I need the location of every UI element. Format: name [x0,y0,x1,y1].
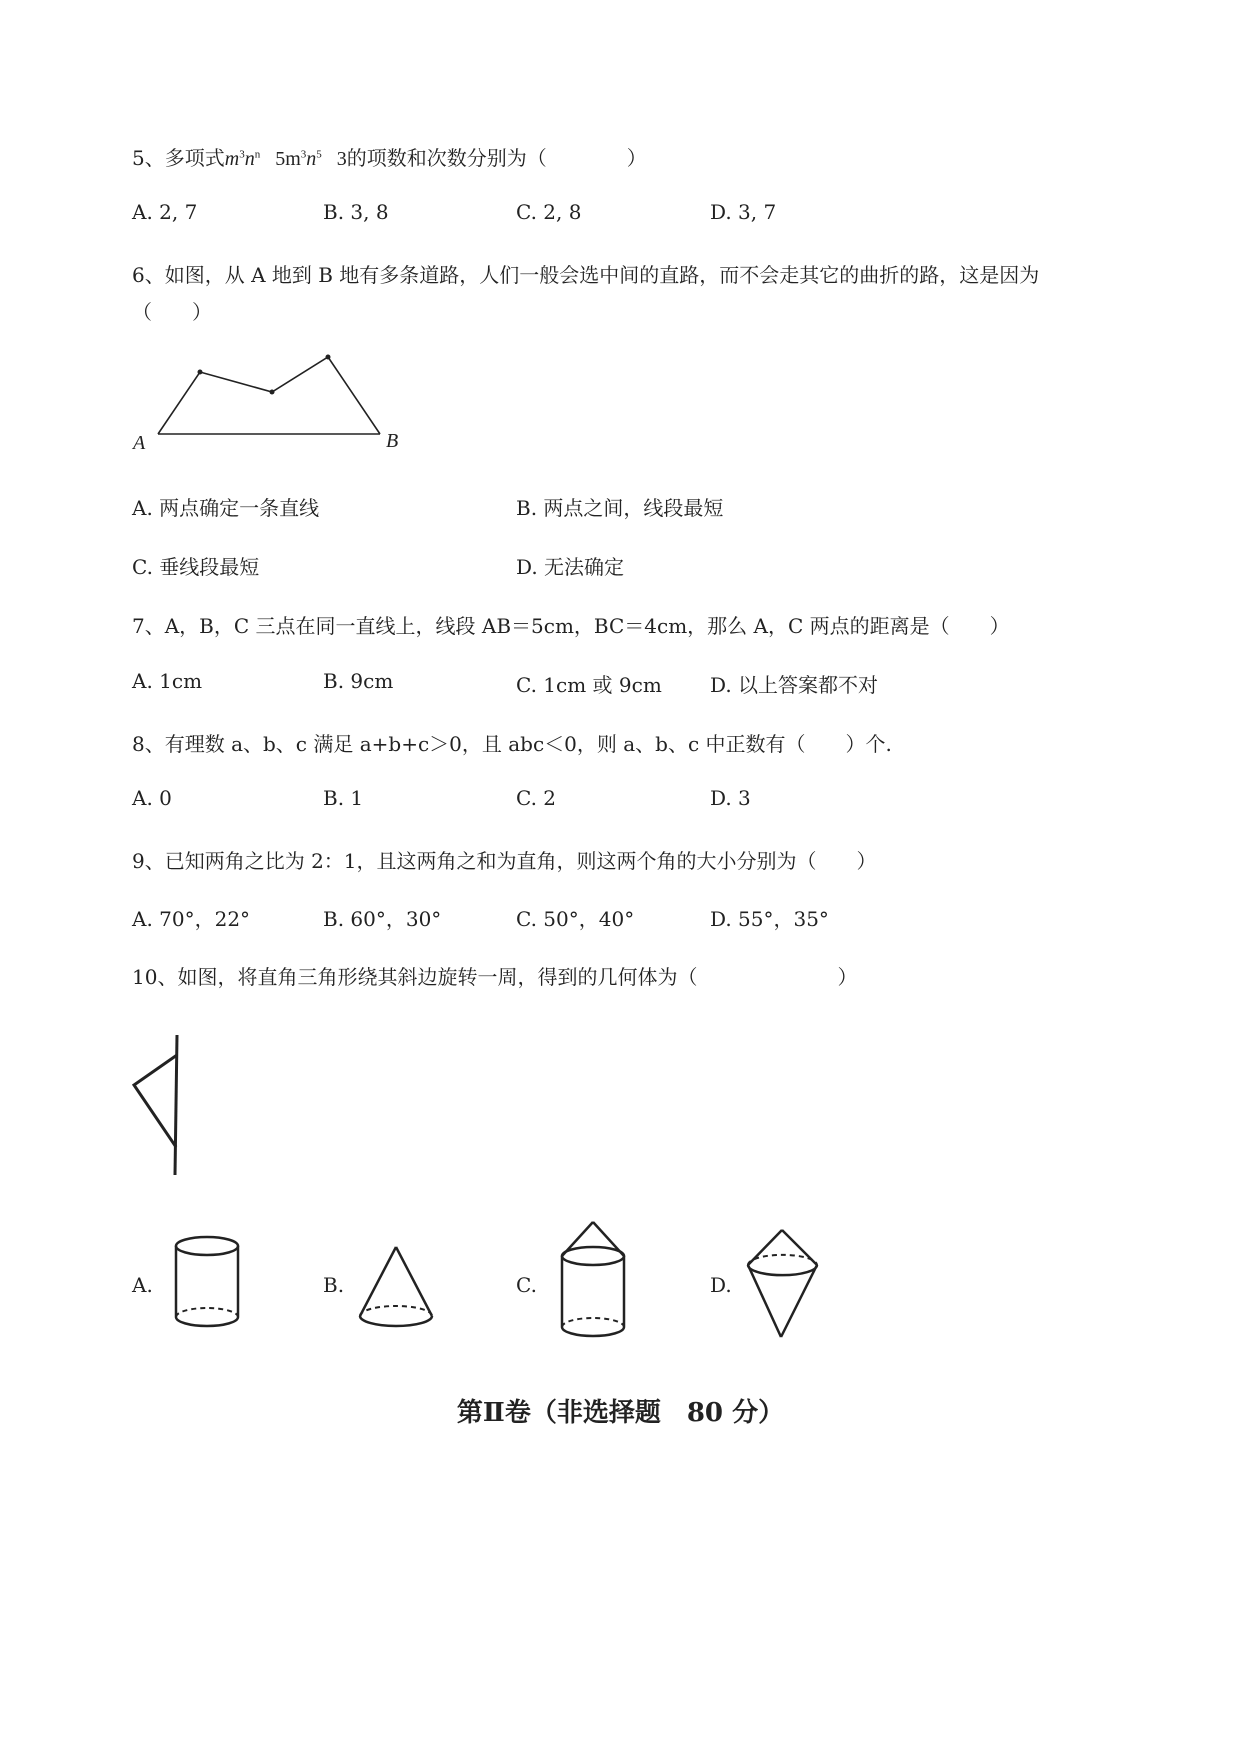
question-7-stem: 7、A，B，C 三点在同一直线上，线段 AB＝5cm，BC＝4cm，那么 A，C 两点的距离是（ ） [132,614,1010,638]
question-5-prefix: 5、多项式 [132,146,225,170]
q5-option-a[interactable]: A. 2, 7 [132,200,198,224]
q8-option-a[interactable]: A. 0 [132,786,172,810]
q6-option-a[interactable]: A. 两点确定一条直线 [132,496,320,520]
q5-option-d[interactable]: D. 3, 7 [710,200,777,224]
q7-option-a[interactable]: A. 1cm [132,669,203,693]
q6-label-b: B [386,430,399,452]
q10-option-d-label[interactable]: D. [710,1273,732,1297]
q9-option-c[interactable]: C. 50°，40° [516,907,635,931]
cone-on-cylinder-shape [562,1222,624,1336]
cone-shape [360,1247,432,1326]
section-title: 第Ⅱ卷（非选择题 80 分） [456,1398,785,1428]
q7-option-b[interactable]: B. 9cm [323,669,394,693]
double-cone-shape [748,1230,817,1337]
q6-option-d[interactable]: D. 无法确定 [516,555,625,579]
question-10-stem: 10、如图，将直角三角形绕其斜边旋转一周，得到的几何体为（ ） [132,965,858,989]
question-8-stem: 8、有理数 a、b、c 满足 a+b+c＞0，且 abc＜0，则 a、b、c 中正数有（ ）个. [132,732,892,756]
q5-option-c[interactable]: C. 2, 8 [516,200,582,224]
question-5-suffix: 的项数和次数分别为（ ） [346,146,647,170]
question-9-stem: 9、已知两角之比为 2：1，且这两角之和为直角，则这两个角的大小分别为（ ） [132,849,877,873]
q7-option-c[interactable]: C. 1cm 或 9cm [516,673,662,697]
cylinder-shape [176,1237,238,1326]
q6-option-c[interactable]: C. 垂线段最短 [132,555,260,579]
q10-option-a-label[interactable]: A. [132,1273,153,1297]
q8-option-c[interactable]: C. 2 [516,786,557,810]
q9-option-b[interactable]: B. 60°，30° [323,907,442,931]
q6-label-a: A [133,432,146,454]
question-6-stem-line1: 6、如图，从 A 地到 B 地有多条道路，人们一般会选中间的直路，而不会走其它的曲折的路，这是因为 [132,263,1040,287]
q8-option-d[interactable]: D. 3 [710,786,751,810]
q5-option-b[interactable]: B. 3, 8 [323,200,389,224]
question-6-stem-line2: （ ） [132,300,212,324]
q9-option-d[interactable]: D. 55°，35° [710,907,829,931]
q10-option-b-label[interactable]: B. [323,1273,345,1297]
polynomial-expression: $m^3n^n$ $5m^3n^5$ 3 [224,148,347,170]
q10-option-c-label[interactable]: C. [516,1273,537,1297]
q7-option-d[interactable]: D. 以上答案都不对 [710,673,879,697]
q6-option-b[interactable]: B. 两点之间，线段最短 [516,496,724,520]
q9-option-a[interactable]: A. 70°，22° [132,907,251,931]
q8-option-b[interactable]: B. 1 [323,786,364,810]
